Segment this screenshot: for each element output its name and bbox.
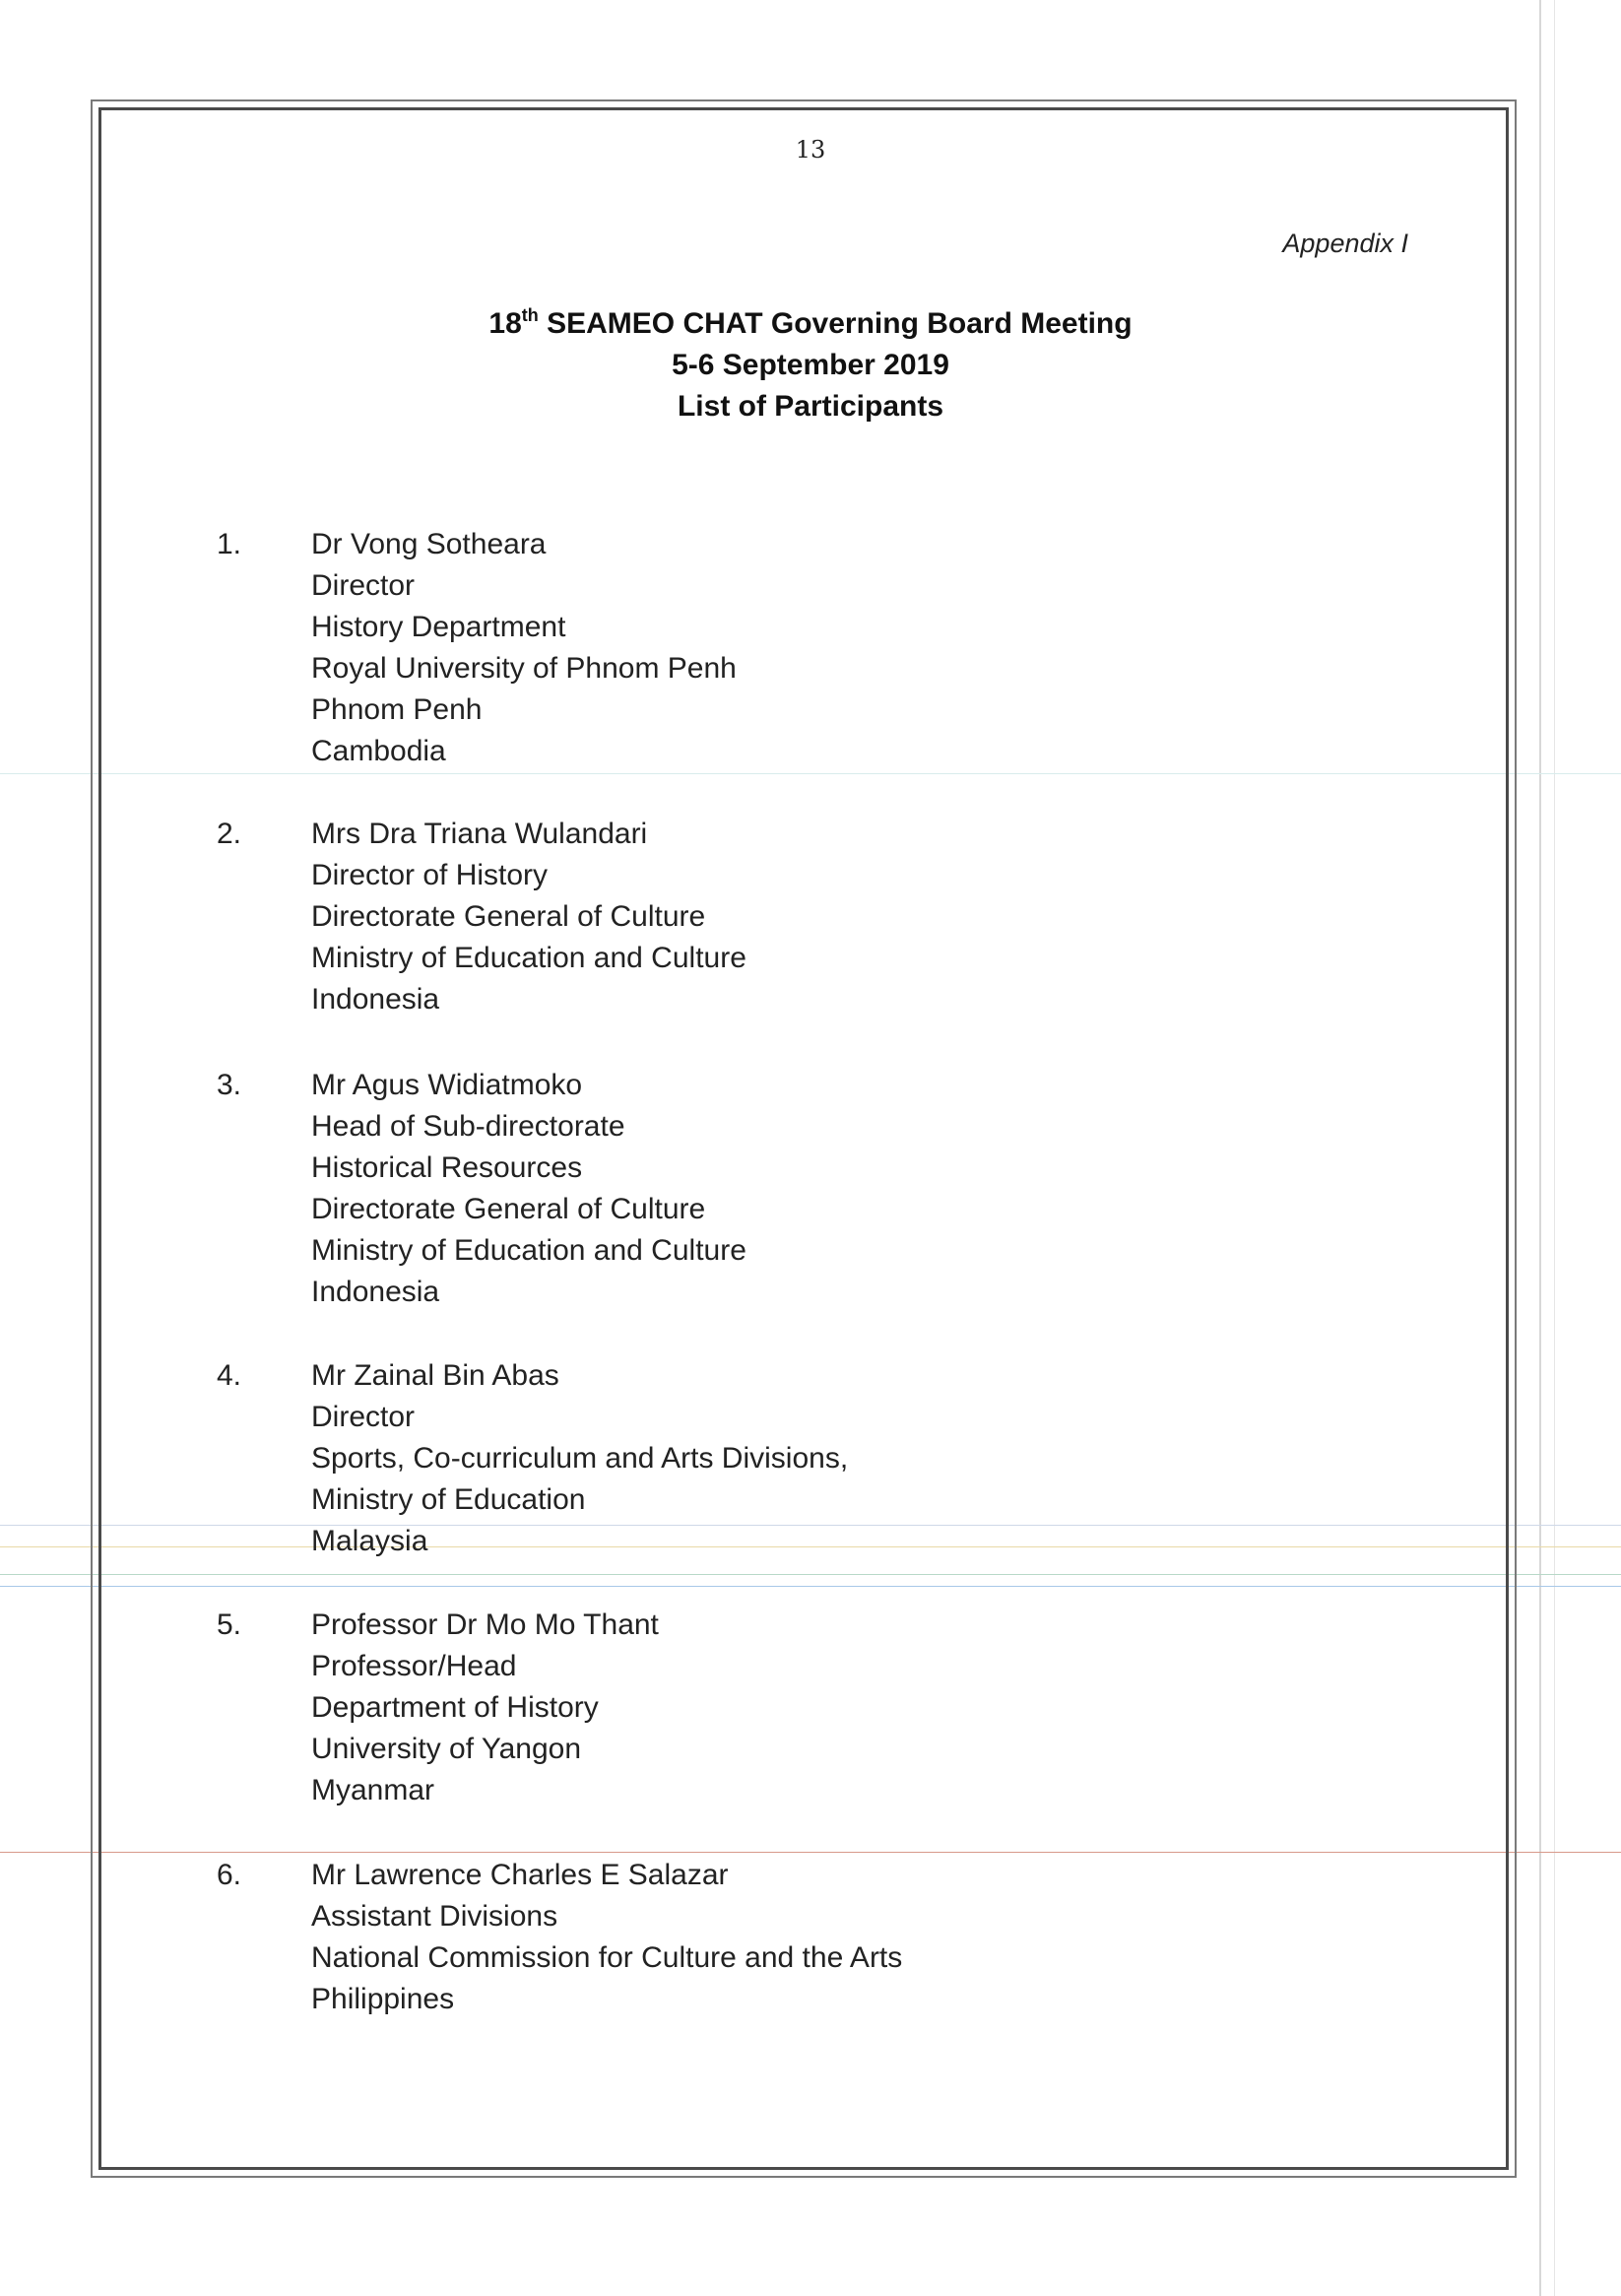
participant-name: Mrs Dra Triana Wulandari: [311, 818, 648, 850]
participant-detail-line: Myanmar: [311, 1774, 435, 1806]
participant-detail-line: Ministry of Education and Culture: [311, 942, 746, 974]
participant-number: 4.: [217, 1359, 242, 1392]
participant-details: [311, 1855, 902, 2020]
participant-detail-line: Cambodia: [311, 735, 446, 767]
participant-number: 6.: [217, 1859, 242, 1891]
participant-number: 1.: [217, 528, 242, 560]
participant-details: [311, 1355, 848, 1562]
appendix-label: Appendix I: [1282, 229, 1408, 258]
participant-detail-line: Historical Resources: [311, 1151, 583, 1184]
participant-detail-line: Royal University of Phnom Penh: [311, 652, 737, 685]
participant-detail-line: Indonesia: [311, 983, 440, 1016]
participant-detail-line: National Commission for Culture and the Arts: [311, 1941, 903, 1974]
meeting-dates: 5-6 September 2019: [672, 349, 949, 381]
participant-detail-line: Indonesia: [311, 1276, 440, 1308]
participant-detail-line: Head of Sub-directorate: [311, 1110, 625, 1143]
participant-detail-line: Director: [311, 569, 416, 602]
participant-name: Mr Lawrence Charles E Salazar: [311, 1859, 729, 1891]
participant-name: Professor Dr Mo Mo Thant: [311, 1608, 659, 1641]
participant-detail-line: Director: [311, 1401, 416, 1433]
participant-number: 2.: [217, 818, 242, 850]
meeting-ordinal-number: 18: [488, 307, 522, 340]
participant-detail-line: Directorate General of Culture: [311, 900, 706, 933]
participant-detail-line: Ministry of Education and Culture: [311, 1234, 746, 1267]
page-number: 13: [795, 136, 826, 164]
document-subtitle: List of Participants: [677, 390, 944, 423]
participant-number: 5.: [217, 1608, 242, 1641]
participant-detail-line: Sports, Co-curriculum and Arts Divisions,: [311, 1442, 849, 1475]
participant-name: Dr Vong Sotheara: [311, 528, 547, 560]
participant-detail-line: History Department: [311, 611, 566, 643]
participant-detail-line: University of Yangon: [311, 1733, 582, 1765]
participant-details: [311, 524, 737, 772]
participant-name: Mr Agus Widiatmoko: [311, 1069, 583, 1101]
participant-detail-line: Malaysia: [311, 1525, 428, 1557]
participant-detail-line: Professor/Head: [311, 1650, 517, 1682]
participant-detail-line: Phnom Penh: [311, 693, 483, 726]
participant-number: 3.: [217, 1069, 242, 1101]
participant-details: [311, 814, 746, 1020]
participant-detail-line: Directorate General of Culture: [311, 1193, 706, 1225]
meeting-name: SEAMEO CHAT Governing Board Meeting: [547, 307, 1133, 340]
participant-detail-line: Ministry of Education: [311, 1483, 586, 1516]
participant-details: [311, 1605, 659, 1811]
participant-detail-line: Philippines: [311, 1983, 455, 2015]
participant-detail-line: Director of History: [311, 859, 549, 891]
participant-name: Mr Zainal Bin Abas: [311, 1359, 559, 1392]
participant-detail-line: Assistant Divisions: [311, 1900, 558, 1933]
meeting-ordinal-suffix: th: [521, 305, 539, 325]
participant-detail-line: Department of History: [311, 1691, 599, 1724]
participant-details: [311, 1065, 746, 1313]
